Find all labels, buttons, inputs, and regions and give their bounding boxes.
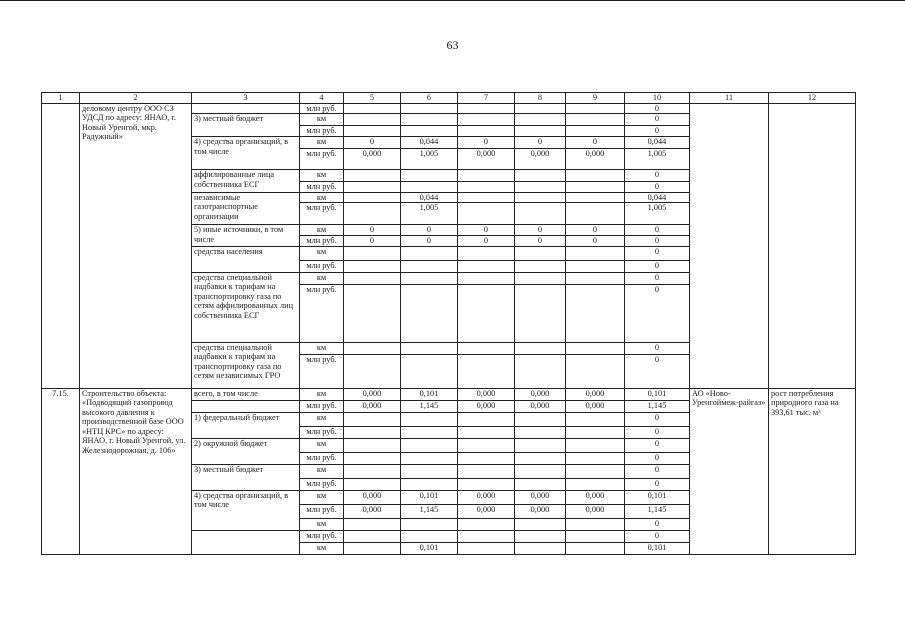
value-cell <box>515 192 566 203</box>
source-cell: 2) окружной бюджет <box>192 438 300 464</box>
value-cell <box>458 246 515 260</box>
source-cell: 5) иные источники, в том числе <box>192 225 300 247</box>
value-cell <box>401 182 458 193</box>
value-cell <box>566 170 625 182</box>
unit-cell: млн руб. <box>300 530 344 542</box>
column-header: 5 <box>344 93 401 104</box>
value-cell <box>566 438 625 452</box>
unit-cell: млн руб. <box>300 260 344 272</box>
value-cell <box>344 192 401 203</box>
value-cell: 0,044 <box>625 137 690 149</box>
value-cell: 1,005 <box>625 149 690 170</box>
value-cell: 0,101 <box>401 490 458 504</box>
value-cell <box>566 284 625 342</box>
value-cell <box>566 542 625 554</box>
value-cell: 0 <box>344 236 401 247</box>
value-cell: 0,000 <box>344 388 401 400</box>
value-cell <box>515 542 566 554</box>
unit-cell: км <box>300 137 344 149</box>
unit-cell: км <box>300 464 344 478</box>
value-cell: 0,101 <box>625 542 690 554</box>
value-cell <box>458 284 515 342</box>
column-header: 6 <box>401 93 458 104</box>
value-cell <box>515 530 566 542</box>
value-cell: 0,000 <box>458 149 515 170</box>
value-cell <box>566 464 625 478</box>
column-header: 11 <box>690 93 769 104</box>
value-cell: 0,000 <box>566 504 625 518</box>
unit-cell: млн руб. <box>300 504 344 518</box>
value-cell: 0,000 <box>515 400 566 412</box>
row-number-cell <box>42 103 80 388</box>
source-cell: средства населения <box>192 246 300 272</box>
value-cell <box>458 354 515 388</box>
value-cell <box>344 260 401 272</box>
value-cell: 0 <box>625 464 690 478</box>
value-cell <box>515 464 566 478</box>
column-header: 7 <box>458 93 515 104</box>
value-cell: 0,044 <box>401 192 458 203</box>
value-cell: 0 <box>344 225 401 236</box>
value-cell: 0 <box>625 260 690 272</box>
value-cell <box>458 542 515 554</box>
unit-cell: млн руб. <box>300 478 344 490</box>
value-cell <box>401 260 458 272</box>
value-cell <box>344 518 401 530</box>
value-cell: 1,145 <box>401 504 458 518</box>
value-cell <box>344 272 401 284</box>
value-cell <box>344 438 401 452</box>
value-cell <box>401 518 458 530</box>
value-cell <box>344 114 401 126</box>
value-cell <box>515 412 566 426</box>
value-cell: 0 <box>625 236 690 247</box>
unit-cell: км <box>300 246 344 260</box>
source-cell: независимые газотранспортные организации <box>192 192 300 225</box>
value-cell <box>458 103 515 114</box>
value-cell: 0,101 <box>625 490 690 504</box>
value-cell: 0 <box>625 412 690 426</box>
object-name-cell: Строительство объекта: «Подводящий газопровод высокого давления к производственной базе ООО «НТЦ КРС» по адресу: ЯНАО, г. Новый Уренгой, ул. Железнодорожная, д. 106» <box>80 388 192 554</box>
value-cell <box>515 284 566 342</box>
value-cell <box>515 103 566 114</box>
object-name-cell: деловому центру ООО СЗ УДСД по адресу: ЯНАО, г. Новый Уренгой, мкр. Радужный» <box>80 103 192 388</box>
value-cell: 0,000 <box>515 504 566 518</box>
column-header: 8 <box>515 93 566 104</box>
value-cell: 1,005 <box>401 203 458 225</box>
value-cell: 0 <box>458 137 515 149</box>
unit-cell: млн руб. <box>300 126 344 137</box>
source-cell: 4) средства организаций, в том числе <box>192 490 300 530</box>
value-cell <box>344 246 401 260</box>
value-cell <box>515 452 566 464</box>
value-cell <box>458 203 515 225</box>
value-cell <box>515 126 566 137</box>
value-cell: 0,000 <box>566 388 625 400</box>
value-cell: 0 <box>625 246 690 260</box>
value-cell <box>401 354 458 388</box>
value-cell <box>401 464 458 478</box>
value-cell: 0 <box>401 236 458 247</box>
organization-cell: АО «Ново-Уренгоймеж-райгаз» <box>690 388 769 554</box>
unit-cell: км <box>300 342 344 354</box>
value-cell: 0 <box>458 225 515 236</box>
organization-cell <box>690 103 769 388</box>
value-cell <box>458 114 515 126</box>
value-cell: 0 <box>625 478 690 490</box>
value-cell: 0 <box>625 126 690 137</box>
column-header: 4 <box>300 93 344 104</box>
unit-cell: млн руб. <box>300 452 344 464</box>
value-cell: 0 <box>625 170 690 182</box>
value-cell: 0,000 <box>515 388 566 400</box>
value-cell: 0 <box>566 225 625 236</box>
value-cell <box>344 478 401 490</box>
value-cell <box>401 114 458 126</box>
value-cell <box>515 478 566 490</box>
unit-cell: км <box>300 490 344 504</box>
value-cell <box>401 452 458 464</box>
value-cell <box>401 246 458 260</box>
value-cell <box>458 464 515 478</box>
value-cell <box>566 126 625 137</box>
value-cell: 0 <box>344 137 401 149</box>
value-cell <box>566 203 625 225</box>
column-header: 3 <box>192 93 300 104</box>
value-cell <box>344 342 401 354</box>
value-cell <box>566 114 625 126</box>
source-cell <box>192 400 300 412</box>
source-cell: всего, в том числе <box>192 388 300 400</box>
value-cell: 0,044 <box>401 137 458 149</box>
column-header: 12 <box>769 93 856 104</box>
source-cell: аффилированные лица собственника ЕСГ <box>192 170 300 193</box>
value-cell <box>515 170 566 182</box>
value-cell <box>458 260 515 272</box>
value-cell <box>344 452 401 464</box>
value-cell <box>401 412 458 426</box>
value-cell: 0,044 <box>625 192 690 203</box>
value-cell <box>566 426 625 438</box>
value-cell: 0 <box>625 518 690 530</box>
source-cell: средства специальной надбавки к тарифам на транспортировку газа по сетям аффилированных лиц собственника ЕСГ <box>192 272 300 342</box>
header-row <box>42 93 856 104</box>
effect-cell: рост потребления природного газа на 393,61 тыс. м³ <box>769 388 856 554</box>
value-cell <box>515 354 566 388</box>
value-cell: 0 <box>566 236 625 247</box>
value-cell <box>401 103 458 114</box>
value-cell <box>566 518 625 530</box>
value-cell <box>344 542 401 554</box>
value-cell <box>566 192 625 203</box>
value-cell <box>458 530 515 542</box>
value-cell <box>401 478 458 490</box>
value-cell <box>458 426 515 438</box>
source-cell <box>192 103 300 114</box>
value-cell: 0,000 <box>515 490 566 504</box>
unit-cell: км <box>300 170 344 182</box>
source-cell: 4) средства организаций, в том числе <box>192 137 300 170</box>
value-cell <box>566 272 625 284</box>
value-cell <box>344 412 401 426</box>
column-header: 9 <box>566 93 625 104</box>
value-cell: 0,000 <box>344 490 401 504</box>
value-cell <box>515 272 566 284</box>
unit-cell: млн руб. <box>300 236 344 247</box>
value-cell: 0 <box>625 225 690 236</box>
value-cell <box>566 260 625 272</box>
value-cell <box>344 354 401 388</box>
source-cell: 1) федеральный бюджет <box>192 412 300 438</box>
value-cell: 0 <box>625 438 690 452</box>
table-row <box>42 103 856 114</box>
unit-cell: млн руб. <box>300 354 344 388</box>
value-cell <box>344 203 401 225</box>
value-cell: 1,145 <box>625 504 690 518</box>
row-number-cell: 7.15. <box>42 388 80 554</box>
value-cell: 0 <box>458 236 515 247</box>
source-cell: 3) местный бюджет <box>192 464 300 490</box>
value-cell: 0,000 <box>344 149 401 170</box>
value-cell: 0 <box>625 103 690 114</box>
value-cell <box>515 114 566 126</box>
value-cell <box>458 478 515 490</box>
value-cell: 0 <box>625 272 690 284</box>
value-cell <box>401 272 458 284</box>
value-cell <box>566 478 625 490</box>
value-cell <box>566 530 625 542</box>
value-cell <box>515 426 566 438</box>
value-cell <box>458 182 515 193</box>
unit-cell: км <box>300 438 344 452</box>
value-cell: 0 <box>515 236 566 247</box>
value-cell: 0,000 <box>458 388 515 400</box>
value-cell <box>344 530 401 542</box>
effect-cell <box>769 103 856 388</box>
value-cell <box>515 260 566 272</box>
value-cell <box>458 170 515 182</box>
unit-cell: км <box>300 542 344 554</box>
unit-cell: км <box>300 272 344 284</box>
value-cell: 0 <box>625 530 690 542</box>
table-body <box>42 93 856 555</box>
value-cell <box>566 342 625 354</box>
value-cell <box>401 426 458 438</box>
value-cell: 1,145 <box>625 400 690 412</box>
value-cell: 0,101 <box>625 388 690 400</box>
value-cell: 0,000 <box>344 400 401 412</box>
value-cell: 0,000 <box>344 504 401 518</box>
unit-cell: млн руб. <box>300 103 344 114</box>
value-cell <box>515 518 566 530</box>
value-cell: 0,000 <box>566 400 625 412</box>
investment-table <box>41 92 856 555</box>
value-cell: 0 <box>625 452 690 464</box>
value-cell: 0 <box>625 114 690 126</box>
value-cell: 0 <box>625 342 690 354</box>
value-cell: 0,000 <box>458 400 515 412</box>
value-cell <box>401 530 458 542</box>
unit-cell: млн руб. <box>300 203 344 225</box>
value-cell <box>458 126 515 137</box>
value-cell: 0 <box>515 225 566 236</box>
value-cell <box>566 452 625 464</box>
unit-cell: км <box>300 192 344 203</box>
unit-cell: млн руб. <box>300 400 344 412</box>
unit-cell: млн руб. <box>300 149 344 170</box>
value-cell <box>566 103 625 114</box>
value-cell <box>566 246 625 260</box>
value-cell <box>515 342 566 354</box>
value-cell: 1,145 <box>401 400 458 412</box>
column-header: 1 <box>42 93 80 104</box>
value-cell: 1,005 <box>401 149 458 170</box>
value-cell <box>458 452 515 464</box>
value-cell: 0,000 <box>566 490 625 504</box>
value-cell <box>458 438 515 452</box>
unit-cell: млн руб. <box>300 182 344 193</box>
value-cell <box>344 464 401 478</box>
unit-cell: млн руб. <box>300 426 344 438</box>
value-cell <box>515 438 566 452</box>
value-cell <box>401 126 458 137</box>
column-header: 10 <box>625 93 690 104</box>
value-cell <box>458 192 515 203</box>
value-cell <box>344 126 401 137</box>
value-cell <box>401 284 458 342</box>
top-rule <box>0 0 905 1</box>
value-cell: 0 <box>625 284 690 342</box>
value-cell <box>344 170 401 182</box>
value-cell <box>515 203 566 225</box>
value-cell <box>458 342 515 354</box>
value-cell: 0 <box>625 182 690 193</box>
value-cell: 0 <box>625 354 690 388</box>
value-cell: 0,000 <box>566 149 625 170</box>
unit-cell: км <box>300 518 344 530</box>
value-cell: 0 <box>515 137 566 149</box>
value-cell <box>566 354 625 388</box>
unit-cell: км <box>300 114 344 126</box>
value-cell <box>515 182 566 193</box>
value-cell <box>344 426 401 438</box>
column-header: 2 <box>80 93 192 104</box>
value-cell: 0 <box>401 225 458 236</box>
table-row <box>42 388 856 400</box>
unit-cell: км <box>300 412 344 426</box>
value-cell: 0,000 <box>515 149 566 170</box>
value-cell: 0 <box>566 137 625 149</box>
value-cell <box>515 246 566 260</box>
value-cell <box>458 518 515 530</box>
value-cell: 0,000 <box>458 504 515 518</box>
value-cell <box>566 182 625 193</box>
value-cell: 0,000 <box>458 490 515 504</box>
value-cell <box>458 272 515 284</box>
value-cell: 0,101 <box>401 542 458 554</box>
unit-cell: млн руб. <box>300 284 344 342</box>
value-cell <box>566 412 625 426</box>
value-cell <box>401 170 458 182</box>
source-cell: средства специальной надбавки к тарифам на транспортировку газа по сетям независимых ГРО <box>192 342 300 388</box>
value-cell: 0,101 <box>401 388 458 400</box>
value-cell: 0 <box>625 426 690 438</box>
value-cell <box>344 182 401 193</box>
unit-cell: км <box>300 225 344 236</box>
value-cell: 1,005 <box>625 203 690 225</box>
source-cell: 3) местный бюджет <box>192 114 300 137</box>
page-number: 63 <box>446 38 459 52</box>
value-cell <box>401 342 458 354</box>
value-cell <box>401 438 458 452</box>
value-cell <box>344 284 401 342</box>
unit-cell: км <box>300 388 344 400</box>
source-cell <box>192 530 300 554</box>
value-cell <box>458 412 515 426</box>
value-cell <box>344 103 401 114</box>
